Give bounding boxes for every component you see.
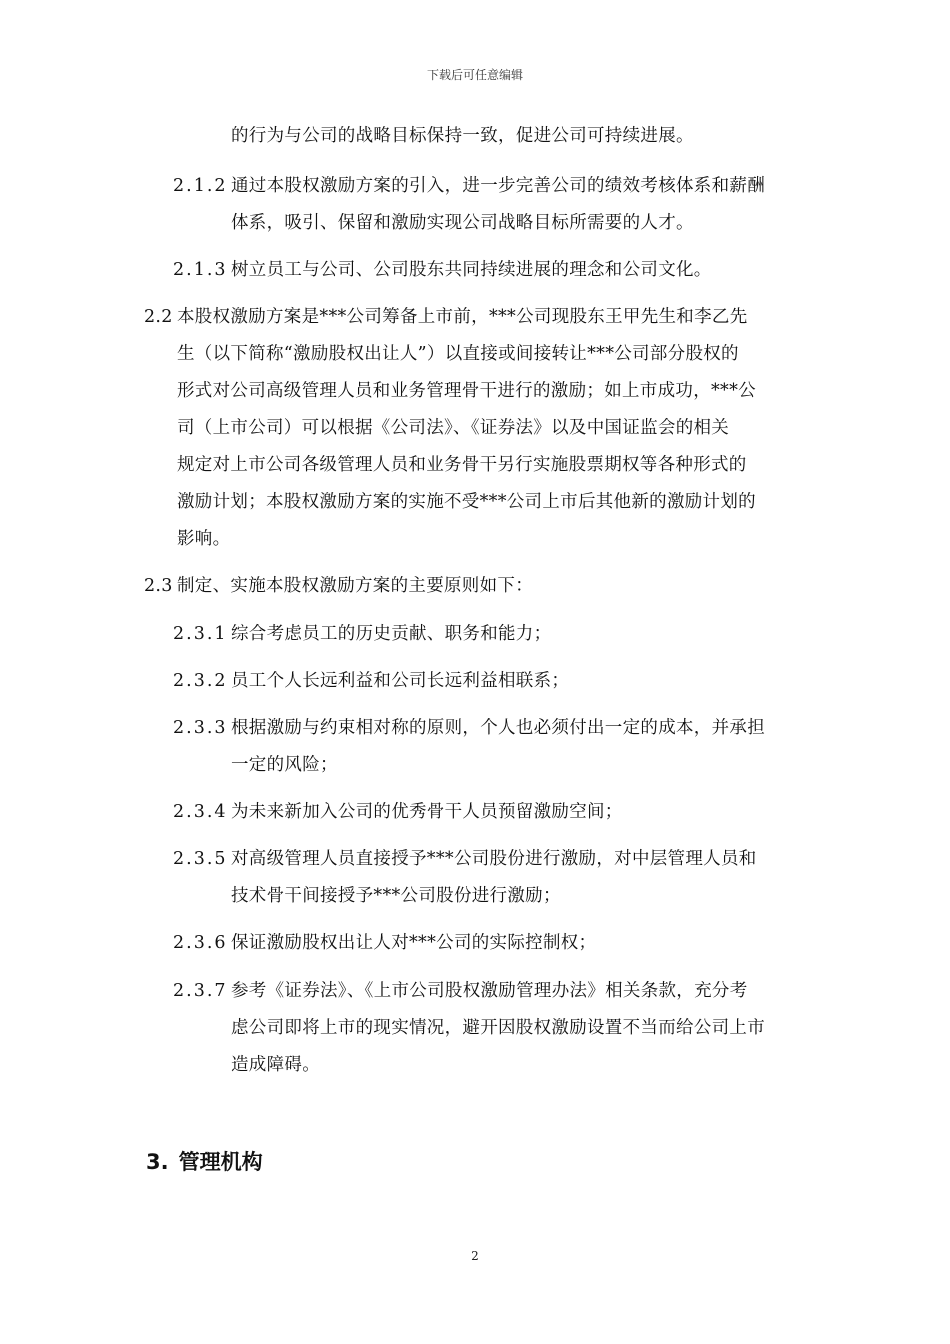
item-text: 员工个人长远利益和公司长远利益相联系； (231, 671, 570, 691)
item-text: 根据激励与约束相对称的原则，个人也必须付出一定的成本，并承担 (231, 718, 765, 738)
item-2-3-2 (173, 669, 569, 693)
item-2-1-2 (173, 174, 765, 198)
item-text: 保证激励股权出让人对***公司的实际控制权； (231, 933, 597, 953)
item-number: 2.2 (144, 307, 173, 327)
item-text: 综合考虑员工的历史贡献、职务和能力； (231, 624, 552, 644)
item-2-3-4 (173, 800, 623, 824)
item-text: 树立员工与公司、公司股东共同持续进展的理念和公司文化。 (231, 260, 712, 280)
item-2-3-1 (173, 622, 551, 646)
paragraph-line: 的行为与公司的战略目标保持一致，促进公司可持续进展。 (231, 126, 694, 146)
item-number: 2.3.6 (173, 933, 228, 953)
item-text: 参考《证券法》、《上市公司股权激励管理办法》相关条款，充分考 (231, 981, 748, 1001)
paragraph-line: 影响。 (177, 529, 231, 549)
paragraph-line: 虑公司即将上市的现实情况，避开因股权激励设置不当而给公司上市 (231, 1018, 765, 1038)
item-number: 2.3.7 (173, 981, 228, 1001)
paragraph-line: 生（以下简称“激励股权出让人”）以直接或间接转让***公司部分股权的 (177, 344, 739, 364)
item-text: 对高级管理人员直接授予***公司股份进行激励，对中层管理人员和 (231, 849, 757, 869)
item-2-3-7 (173, 979, 748, 1003)
section-heading-title: 管理机构 (178, 1150, 263, 1174)
item-text: 本股权激励方案是***公司筹备上市前，***公司现股东王甲先生和李乙先 (177, 307, 748, 327)
item-number: 2.3.2 (173, 671, 228, 691)
item-2-1-3 (173, 258, 712, 282)
section-heading-number: 3. (146, 1150, 169, 1174)
section-heading (146, 1146, 263, 1176)
item-number: 2.1.2 (173, 176, 228, 196)
paragraph-line: 技术骨干间接授予***公司股份进行激励； (231, 886, 561, 906)
item-number: 2.3.3 (173, 718, 228, 738)
page-number: 2 (471, 1249, 479, 1263)
item-number: 2.3.1 (173, 624, 228, 644)
paragraph-line: 造成障碍。 (231, 1055, 320, 1075)
item-text: 为未来新加入公司的优秀骨干人员预留激励空间； (231, 802, 623, 822)
item-number: 2.3 (144, 576, 173, 596)
paragraph-line: 激励计划；本股权激励方案的实施不受***公司上市后其他新的激励计划的 (177, 492, 756, 512)
item-2-3-3 (173, 716, 765, 740)
paragraph-line: 规定对上市公司各级管理人员和业务骨干另行实施股票期权等各种形式的 (177, 455, 747, 475)
item-text: 通过本股权激励方案的引入，进一步完善公司的绩效考核体系和薪酬 (231, 176, 765, 196)
item-number: 2.1.3 (173, 260, 228, 280)
item-2-3-6 (173, 931, 596, 955)
item-2-2 (144, 305, 748, 329)
item-text: 制定、实施本股权激励方案的主要原则如下： (177, 576, 533, 596)
page-header: 下载后可任意编辑 (426, 68, 523, 82)
paragraph-line: 体系，吸引、保留和激励实现公司战略目标所需要的人才。 (231, 213, 694, 233)
item-2-3-5 (173, 847, 757, 871)
paragraph-line: 司（上市公司）可以根据《公司法》、《证券法》以及中国证监会的相关 (177, 418, 730, 438)
item-number: 2.3.4 (173, 802, 228, 822)
item-number: 2.3.5 (173, 849, 228, 869)
item-2-3 (144, 574, 533, 598)
paragraph-line: 形式对公司高级管理人员和业务管理骨干进行的激励；如上市成功，***公 (177, 381, 756, 401)
paragraph-line: 一定的风险； (231, 755, 338, 775)
